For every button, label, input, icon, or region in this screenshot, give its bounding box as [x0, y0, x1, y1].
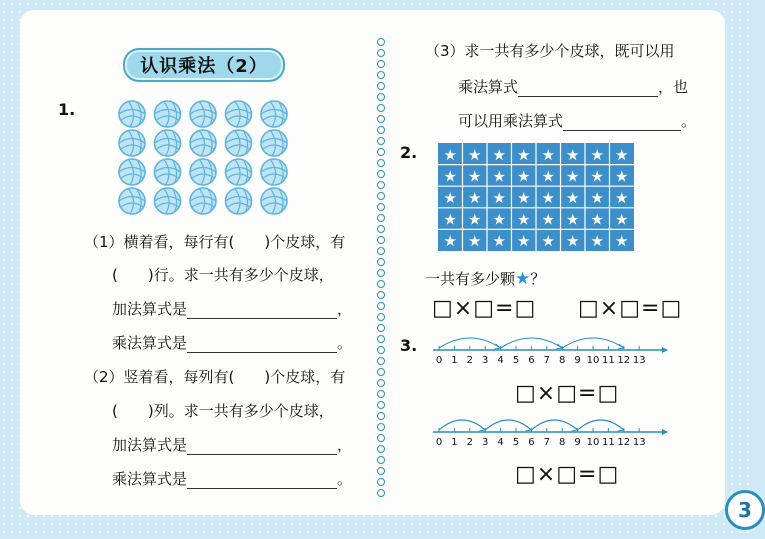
star-icon: ★	[590, 210, 604, 229]
q1-part2-line1: （2）竖着看，每列有( )个皮球，有	[84, 368, 346, 386]
mul-answer-blank[interactable]	[563, 130, 681, 131]
ball-grid	[118, 100, 288, 218]
star-icon: ★	[541, 232, 555, 251]
ball-icon	[261, 101, 287, 127]
binding-ring	[377, 258, 385, 266]
star-icon: ★	[541, 167, 555, 186]
tick-label: 9	[574, 437, 581, 448]
q1-part3-line2	[458, 76, 688, 97]
star-icon: ★	[517, 210, 531, 229]
binding-ring	[377, 302, 385, 310]
star-icon: ★	[566, 145, 580, 164]
mul-label: 乘法算式	[458, 78, 519, 96]
tick-label: 6	[528, 355, 535, 366]
binding-ring	[377, 104, 385, 112]
ball-icon	[119, 159, 145, 185]
star-icon: ★	[517, 232, 531, 251]
mul-label: 乘法算式是	[112, 470, 188, 488]
q1-part2-add-row	[112, 434, 352, 455]
tick-label: 2	[466, 355, 473, 366]
mul-answer-blank[interactable]	[518, 96, 658, 97]
ball-icon	[190, 130, 216, 156]
star-icon: ★	[517, 167, 531, 186]
star-icon: ★	[541, 189, 555, 207]
tick-label: 3	[482, 437, 489, 448]
tick-label: 5	[512, 437, 520, 448]
jump-arc	[578, 420, 624, 430]
number-line-1	[430, 330, 670, 368]
q1-part2-line2: ( )列。求一共有多少个皮球，	[112, 402, 334, 420]
tick-label: 12	[617, 437, 631, 448]
question-3-number: 3.	[400, 336, 418, 355]
tick-label: 11	[602, 355, 615, 366]
star-icon: ★	[590, 167, 604, 186]
binding-ring	[377, 236, 385, 244]
tick-label: 8	[559, 355, 566, 366]
binding-ring	[377, 71, 385, 79]
binding-ring	[377, 401, 385, 409]
q2-equation-1[interactable]: □×□=□	[432, 296, 537, 321]
binding-ring	[377, 49, 385, 57]
ball-icon	[119, 130, 145, 156]
star-icon: ★	[468, 232, 482, 251]
binding-ring	[377, 247, 385, 255]
binding-ring	[377, 313, 385, 321]
comma: ，	[337, 300, 353, 318]
binding-ring	[377, 269, 385, 277]
binding-ring	[377, 137, 385, 145]
tick-label: 13	[632, 355, 646, 366]
tick-label: 9	[574, 355, 581, 366]
star-icon: ★	[566, 189, 580, 207]
ball-icon	[155, 130, 181, 156]
star-icon: ★	[443, 167, 457, 186]
tick-label: 1	[451, 355, 458, 366]
binding-ring	[377, 456, 385, 464]
q2-question	[425, 268, 545, 289]
star-icon: ★	[492, 167, 506, 186]
mul-answer-blank[interactable]	[187, 488, 337, 489]
binding-ring	[377, 126, 385, 134]
binding-ring	[377, 368, 385, 376]
binding-ring	[377, 214, 385, 222]
ball-icon	[261, 159, 287, 185]
tick-label: 0	[435, 355, 443, 366]
tick-label: 3	[482, 355, 489, 366]
q1-part3-line1: （3）求一共有多少个皮球，既可以用	[425, 42, 675, 60]
binding-ring	[377, 412, 385, 420]
tick-label: 2	[466, 437, 473, 448]
question-1-number: 1.	[58, 100, 76, 119]
ball-icon	[261, 130, 287, 156]
q1-part1-line2: ( )行。求一共有多少个皮球，	[112, 266, 334, 284]
ball-icon	[155, 101, 181, 127]
number-line-2	[430, 412, 670, 450]
q2-equation-2[interactable]: □×□=□	[578, 296, 683, 321]
binding-ring	[377, 445, 385, 453]
binding-ring	[377, 82, 385, 90]
tick-label: 12	[617, 355, 631, 366]
tick-label: 13	[632, 437, 646, 448]
star-icon: ★	[443, 145, 457, 164]
tick-label: 10	[586, 437, 600, 448]
period: 。	[337, 470, 353, 488]
tick-label: 5	[512, 355, 520, 366]
binding-ring	[377, 390, 385, 398]
ball-icon	[226, 130, 252, 156]
mul-answer-blank[interactable]	[187, 352, 337, 353]
ball-icon	[119, 188, 145, 214]
q1-part2-mul-row	[112, 468, 352, 489]
binding-ring	[377, 159, 385, 167]
star-icon: ★	[443, 232, 457, 251]
add-answer-blank[interactable]	[187, 454, 337, 455]
q1-part1-mul-row	[112, 332, 352, 353]
star-icon: ★	[615, 232, 629, 251]
ball-icon	[261, 188, 287, 214]
star-icon: ★	[541, 145, 555, 164]
star-icon: ★	[443, 189, 457, 207]
binding-ring	[377, 93, 385, 101]
binding-ring	[377, 60, 385, 68]
q1-part1-add-row	[112, 298, 352, 319]
comma: ，	[337, 436, 353, 454]
star-icon: ★	[566, 167, 580, 186]
binding-ring	[377, 280, 385, 288]
binding-ring	[377, 434, 385, 442]
binding-ring	[377, 115, 385, 123]
tick-label: 0	[435, 437, 443, 448]
binding-ring	[377, 192, 385, 200]
q1-part1-line1: （1）横着看，每行有( )个皮球，有	[84, 233, 346, 251]
binding-ring	[377, 170, 385, 178]
star-icon: ★	[468, 167, 482, 186]
star-icon: ★	[566, 232, 580, 251]
ball-icon	[190, 188, 216, 214]
binding-ring	[377, 38, 385, 46]
period: 。	[681, 112, 697, 130]
binding-ring	[377, 379, 385, 387]
tick-label: 4	[497, 355, 504, 366]
binding-ring	[377, 148, 385, 156]
mul-label: 乘法算式是	[112, 334, 188, 352]
q3-equation-2[interactable]: □×□=□	[515, 462, 620, 487]
tick-label: 7	[543, 355, 550, 366]
tick-label: 7	[543, 437, 550, 448]
star-icon: ★	[468, 210, 482, 229]
binding-ring	[377, 357, 385, 365]
ball-icon	[190, 101, 216, 127]
star-icon: ★	[492, 210, 506, 229]
star-icon: ★	[590, 145, 604, 164]
binding-ring	[377, 335, 385, 343]
add-label: 加法算式是	[112, 436, 188, 454]
tick-label: 10	[586, 355, 600, 366]
q3-equation-1[interactable]: □×□=□	[515, 381, 620, 406]
star-icon: ★	[615, 210, 629, 229]
add-label: 加法算式是	[112, 300, 188, 318]
star-icon: ★	[615, 167, 629, 186]
jump-arc	[531, 420, 577, 430]
binding-ring	[377, 181, 385, 189]
tick-label: 11	[602, 437, 615, 448]
binding-ring	[377, 489, 385, 497]
ball-icon	[226, 101, 252, 127]
tick-label: 6	[528, 437, 535, 448]
tick-label: 1	[451, 437, 458, 448]
q1-part3-line3	[458, 110, 696, 131]
star-icon: ★	[541, 210, 555, 229]
question-text: 一共有多少颗	[425, 270, 516, 288]
question-2-number: 2.	[400, 143, 418, 162]
page-title: 认识乘法（2）	[123, 48, 285, 82]
line-end: ，也	[658, 78, 689, 96]
ball-icon	[226, 188, 252, 214]
period: 。	[337, 334, 353, 352]
page-number: 3	[725, 490, 765, 530]
star-icon: ★	[566, 210, 580, 229]
star-icon: ★	[515, 269, 531, 289]
jump-arc	[485, 420, 531, 430]
star-icon: ★	[615, 145, 629, 164]
tick-label: 4	[497, 437, 504, 448]
star-icon: ★	[517, 145, 531, 164]
star-icon: ★	[590, 189, 604, 207]
star-grid	[438, 143, 634, 251]
star-icon: ★	[590, 232, 604, 251]
binding-ring	[377, 203, 385, 211]
add-answer-blank[interactable]	[187, 318, 337, 319]
star-icon: ★	[443, 210, 457, 229]
ball-icon	[155, 188, 181, 214]
jump-arc	[439, 420, 485, 430]
binding-ring	[377, 346, 385, 354]
ball-icon	[155, 159, 181, 185]
ball-icon	[119, 101, 145, 127]
binding-ring	[377, 478, 385, 486]
question-mark: ？	[530, 270, 546, 288]
binding-ring	[377, 291, 385, 299]
star-icon: ★	[492, 189, 506, 207]
star-icon: ★	[492, 145, 506, 164]
mul-label: 可以用乘法算式	[458, 112, 564, 130]
binding-ring	[377, 423, 385, 431]
star-icon: ★	[492, 232, 506, 251]
binding-ring	[377, 324, 385, 332]
star-icon: ★	[468, 189, 482, 207]
binding-ring	[377, 467, 385, 475]
ball-icon	[226, 159, 252, 185]
ball-icon	[190, 159, 216, 185]
binding-ring	[377, 225, 385, 233]
star-icon: ★	[468, 145, 482, 164]
tick-label: 8	[559, 437, 566, 448]
star-icon: ★	[615, 189, 629, 207]
star-icon: ★	[517, 189, 531, 207]
